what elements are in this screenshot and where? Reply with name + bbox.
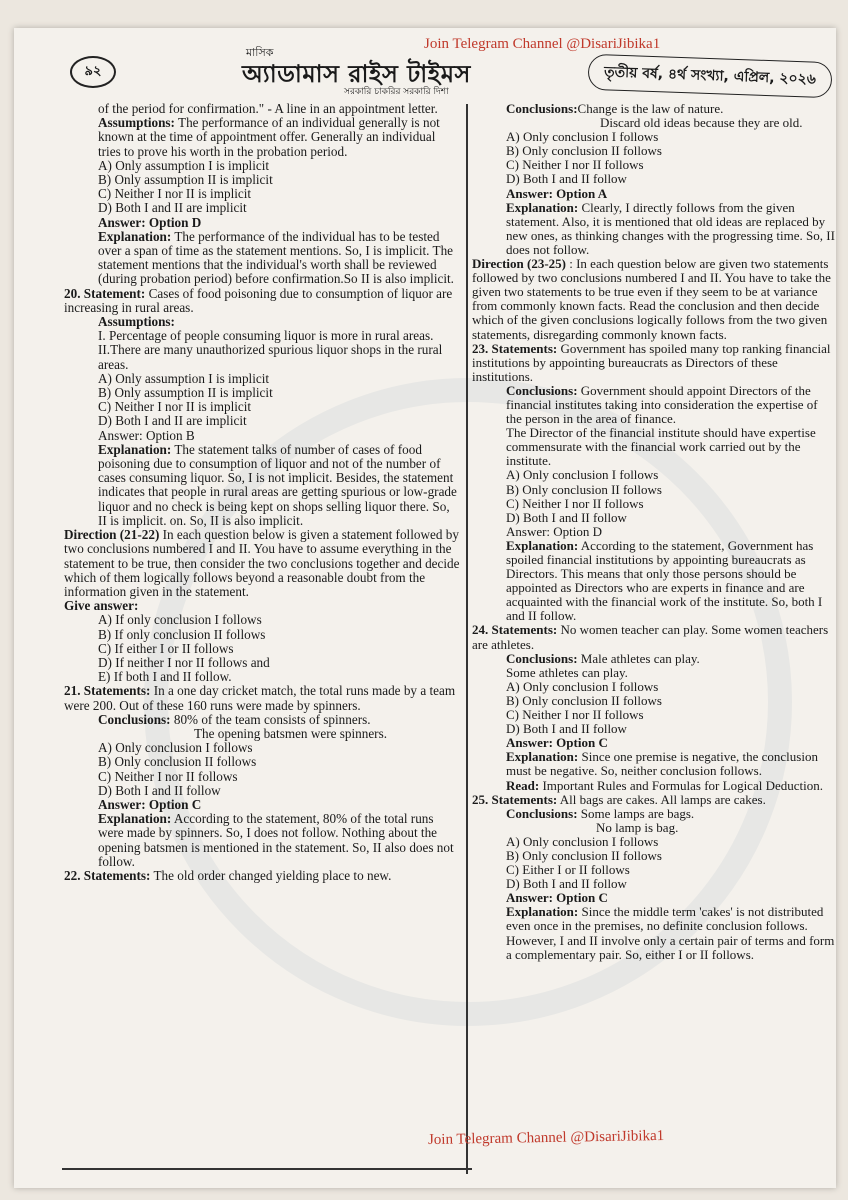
conclusion-ii: Some athletes can play. [506,664,628,680]
option-e: E) If both I and II follow. [98,669,232,685]
text: Government has spoiled many top ranking financial institutions by appointing bureaucrats as Directors of these institutions. [472,340,831,384]
page-header [14,28,836,100]
option-a: A) Only conclusion I follows [506,833,659,849]
option-b: B) Only assumption II is implicit [98,172,273,188]
assumption-i: I. Percentage of people consuming liquor is more in rural areas. [98,328,434,344]
text: The old order changed yielding place to new. [150,867,392,883]
telegram-footer[interactable]: Join Telegram Channel @DisariJibika1 [427,1127,665,1149]
option-c: C) If either I or II follows [98,640,234,656]
option-c: C) Neither I nor II follows [506,157,644,173]
answer: Answer: Option D [506,523,603,539]
read-note [472,779,836,793]
conclusion-ii: The opening batsmen were spinners. [194,725,387,741]
label: Explanation: [506,199,579,215]
answer: Answer: Option C [506,735,608,751]
option-a: A) Only assumption I is implicit [98,370,270,386]
page-number: ৯২ [70,56,116,88]
text: Since the middle term 'cakes' is not distributed even once in the premises, no definite conclusion follows. However, I and II involve only a certain pair of terms and form a complementary pair. So, either I or II follows. [506,904,835,962]
answer: Answer: Option A [506,185,608,201]
option-a: A) Only assumption I is implicit [98,157,270,173]
answer: Answer: Option C [506,890,608,906]
option-b: B) Only conclusion II follows [506,692,662,708]
option-b: B) If only conclusion II follows [98,626,266,642]
answer: Answer: Option D [98,214,202,230]
option-d: D) If neither I nor II follows and [98,654,270,670]
label: Explanation: [98,811,172,827]
option-b: B) Only assumption II is implicit [98,385,273,401]
bottom-rule [62,1168,472,1170]
right-column [472,102,836,962]
text: All bags are cakes. All lamps are cakes. [557,791,766,807]
text-line: of the period for confirmation." - A line in an appointment letter. [98,101,438,116]
question-25 [472,793,836,807]
assumption-ii: II.There are many unauthorized spurious liquor shops in the rural areas. [98,342,443,372]
option-d: D) Both I and II are implicit [98,413,247,429]
label: Direction (23-25) [472,256,566,272]
explanation [472,539,836,624]
conclusions [472,807,836,821]
text: The performance of an individual generally is not known at the time of appointment offer. Generally an individual tries to prove his worth in the probation period. [98,115,440,159]
text: According to the statement, Government has spoiled financial institutions by appointing bureaucrats as Directors. This means that only those persons should be appointed as Directors who are experts in finance and are acquainted with the financial work of the institute. So, both I and II follow. [506,537,823,624]
option-c: C) Neither I nor II follows [506,707,644,723]
label: Statements: [491,791,558,807]
label: Statements: [491,622,558,638]
answer: Answer: Option C [98,796,202,812]
text: Important Rules and Formulas for Logical Deduction. [539,777,823,793]
label: Conclusions: [506,805,578,821]
option-d: D) Both I and II follow [98,782,221,798]
label: Direction (21-22) [64,527,160,543]
direction-23-25 [472,257,836,342]
label: Read: [506,777,540,793]
explanation [472,750,836,778]
answer: Answer: Option B [98,427,195,443]
explanation [64,230,460,287]
assumptions-heading: Assumptions: [98,314,175,330]
option-b: B) Only conclusion II follows [98,754,257,770]
option-c: C) Neither I nor II is implicit [98,186,252,202]
conclusions [64,713,460,727]
option-a: A) Only conclusion I follows [506,678,659,694]
text: Change is the law of nature. [577,101,724,116]
give-answer-heading: Give answer: [64,598,139,614]
option-c: C) Neither I nor II follows [98,768,238,784]
option-d: D) Both I and II follow [506,721,627,737]
label: Explanation: [506,537,579,553]
option-c: C) Neither I nor II is implicit [98,399,252,415]
question-22 [64,869,460,883]
option-a: A) Only conclusion I follows [506,129,659,145]
text: According to the statement, 80% of the total runs were made by spinners. So, I does not follow. Nothing about the opening batsmen is mentioned in the statement. So, II also does not follow. [98,811,454,869]
left-column [64,102,460,883]
magazine-frequency: মাসিক [246,46,274,59]
label: Explanation: [506,749,579,765]
explanation [472,201,836,257]
assumptions-paragraph [64,116,460,159]
telegram-banner[interactable]: Join Telegram Channel @DisariJibika1 [424,36,661,52]
text: Some lamps are bags. [577,805,695,821]
label: Assumptions: [98,115,175,131]
conclusions [472,102,836,116]
option-b: B) Only conclusion II follows [506,481,662,497]
option-d: D) Both I and II are implicit [98,200,247,216]
text: In a one day cricket match, the total runs made by a team were 200. Out of these 160 runs were made by spinners. [64,683,456,713]
text: Cases of food poisoning due to consumption of liquor are increasing in rural areas. [64,285,453,315]
explanation [64,812,460,869]
question-number: 20. [64,285,81,301]
label: Statements: [83,867,151,883]
option-d: D) Both I and II follow [506,171,627,187]
option-a: A) Only conclusion I follows [506,467,659,483]
question-20 [64,287,460,315]
question-number: 21. [64,683,81,699]
option-c: C) Neither I nor II follows [506,495,644,511]
magazine-subtitle: সরকারি চাকরির সরকারি দিশা [344,87,449,97]
question-number: 25. [472,791,489,807]
text: No women teacher can play. Some women teachers are athletes. [472,622,829,652]
conclusions [472,652,836,666]
text: Since one premise is negative, the conclusion must be negative. So, neither conclusion follows. [506,749,818,779]
text: In each question below is given a statement followed by two conclusions numbered I and II. You have to assume everything in the statement to be true, then consider the two conclusions together and decide which of them logically follows beyond a reasonable doubt from the information given in the statement. [64,527,460,599]
label: Statement: [83,285,146,301]
text: The statement talks of number of cases of food poisoning due to consumption of liquor and not of the number of cases consuming liquor. So, I is not implicit. Besides, the statement indicates that people in rural areas are getting spurious or low-grade liquor and no check is being kept on shops selling liquor there. So, II is implicit. on. So, II is also implicit. [98,441,457,528]
label: Explanation: [506,904,579,920]
label: Statements: [491,340,558,356]
label: Explanation: [98,228,172,244]
question-21 [64,684,460,712]
question-number: 23. [472,340,489,356]
magazine-page [14,28,836,1188]
option-a: A) If only conclusion I follows [98,612,262,628]
text: Clearly, I directly follows from the given statement. Also, it is mentioned that old ideas are replaced by new ones, as thinking changes with the progressing time. So, II does not follow. [506,199,835,257]
conclusion-ii: Discard old ideas because they are old. [600,115,803,131]
text: Government should appoint Directors of the financial institutes taking into consideration the expertise of the person in the area of finance. [506,382,818,427]
option-b: B) Only conclusion II follows [506,143,662,159]
column-divider [466,104,468,1174]
label: Explanation: [98,441,172,457]
label: Conclusions: [506,101,578,116]
text: : In each question below are given two statements followed by two conclusions numbered I and II. You have to take the given two statements to be true even if they seem to be at variance from commonly known facts. Read the conclusion and then decide which of the given conclusions logically follows from the two given statements, disregarding commonly known facts. [472,256,831,342]
question-number: 22. [64,867,81,883]
option-c: C) Either I or II follows [506,862,630,878]
label: Conclusions: [506,382,578,398]
question-23 [472,342,836,384]
option-d: D) Both I and II follow [506,876,627,892]
explanation [64,443,460,528]
issue-info: তৃতীয় বর্ষ, ৪র্থ সংখ্যা, এপ্রিল, ২০২৬ [587,54,832,98]
conclusion-ii: No lamp is bag. [596,819,679,835]
question-number: 24. [472,622,489,638]
text: Male athletes can play. [577,650,700,666]
option-b: B) Only conclusion II follows [506,847,662,863]
explanation [472,905,836,961]
option-a: A) Only conclusion I follows [98,740,253,756]
label: Statements: [83,683,151,699]
magazine-title: অ্যাডামাস রাইস টাইমস [242,60,471,88]
text: 80% of the team consists of spinners. [170,711,371,727]
conclusions [472,384,836,426]
conclusion-ii: The Director of the financial institute should have expertise commensurate with the financial work carried out by the institute. [506,425,816,469]
text: The performance of the individual has to be tested over a span of time as the statement mentions. So, I is implicit. The statement mentions that the individual's worth shall be reviewed (during probation period) before confirmation.So II is also implicit. [98,228,454,287]
label: Conclusions: [98,711,171,727]
question-24 [472,623,836,651]
direction-21-22 [64,528,460,599]
label: Conclusions: [506,650,578,666]
option-d: D) Both I and II follow [506,509,627,525]
